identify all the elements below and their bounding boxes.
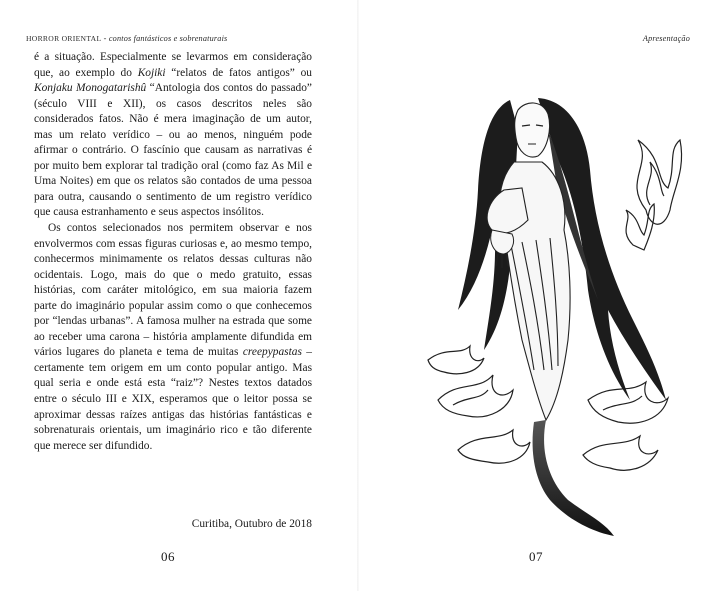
place-date-signature: Curitiba, Outubro de 2018 <box>191 518 312 530</box>
running-head-right: Apresentação <box>642 34 690 43</box>
text-run: é a situação. Especialmente se levarmos em consideração que, ao exemplo do <box>34 51 312 79</box>
text-run: – certamente tem origem em um conto popular antigo. Mas qual seria e onde está esta “raiz”? Nestes textos datados entre o século III e XIX, esperamos que o leitor possa se aproximar dessas raízes antigas das histórias fantásticas e sobrenaturais orientais, um imaginário rico e tão diferente que merece ser difundido. <box>34 346 313 452</box>
text-run: “Antologia dos contos do passado” (século VIII e XII), os casos descritos neles são considerados fatos. Não é mera imaginação de um autor, mas um relato verídico – ou ao menos, ninguém pode afirmar o contrário. O fascínio que causam as narrativas é por muito bem explorar tal tradição oral (como faz As Mil e Uma Noites) em que os relatos são contados de uma pessoa para outra, causando o sentimento de um registro verídico que causa estranhamento e seus aspectos insólitos. <box>34 82 312 219</box>
yurei-ghost-illustration <box>418 70 688 540</box>
text-run: “relatos de fatos antigos” ou <box>165 66 312 79</box>
running-head-title: HORROR ORIENTAL <box>26 34 102 43</box>
page-number-right: 07 <box>529 549 543 564</box>
italic-title-kojiki: Kojiki <box>137 66 166 79</box>
paragraph-1 <box>34 50 312 221</box>
paragraph-2 <box>34 221 312 454</box>
page-number-left: 06 <box>161 549 175 564</box>
running-head-subtitle: - contos fantásticos e sobrenaturais <box>101 34 228 43</box>
spirit-flame-icon <box>626 140 682 250</box>
italic-title-konjaku: Konjaku Monogatarishû <box>34 82 147 95</box>
running-head-left <box>26 34 227 43</box>
ghost-tail-icon <box>533 420 614 536</box>
ghost-drawing-icon <box>418 70 688 540</box>
body-text <box>34 50 312 454</box>
right-page <box>358 0 716 591</box>
text-run: Os contos selecionados nos permitem observar e nos envolvermos com essas figuras curiosas e, ao mesmo tempo, conhecermos minimamente os relatos dessas culturas não ocidentais. Logo, mais do que o medo gratuito, essas histórias, com caráter mitológico, em sua maioria fazem parte do imaginário popular assim como o que conhecemos por “lendas urbanas”. A famosa mulher na estrada que some ao receber uma carona – história amplamente difundida em vários lugares do planeta e tema de muitas <box>34 222 312 359</box>
italic-term-creepypastas: creepypastas <box>242 346 302 359</box>
face-icon <box>515 103 550 157</box>
